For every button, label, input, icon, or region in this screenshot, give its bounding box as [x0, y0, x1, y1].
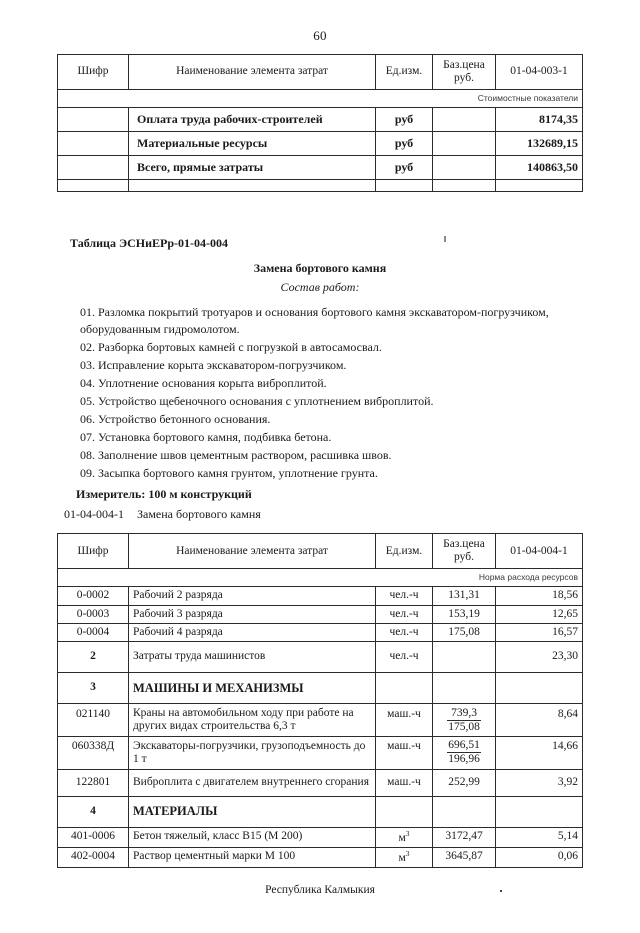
section-price	[433, 672, 496, 703]
row-price	[433, 108, 496, 132]
scan-speck	[500, 890, 502, 892]
item-code: 01-04-004-1	[64, 507, 124, 522]
row-name: Виброплита с двигателем внутреннего сгорания	[129, 769, 376, 796]
row-unit: маш.-ч	[376, 769, 433, 796]
table-row	[58, 132, 583, 156]
row-price: 131,31	[433, 587, 496, 605]
row-unit	[376, 847, 433, 867]
row-value: 140863,50	[496, 156, 583, 180]
work-text: 07. Установка бортового камня, подбивка бетона.	[80, 430, 332, 445]
header-ref: 01-04-004-1	[496, 534, 583, 569]
works-list	[64, 304, 576, 482]
row-code: 021140	[58, 703, 129, 736]
row-name: Затраты труда машинистов	[129, 641, 376, 672]
row-price: 3172,47	[433, 827, 496, 847]
section-unit	[376, 796, 433, 827]
document-page	[0, 28, 640, 933]
price-denominator: 175,08	[448, 720, 480, 733]
row-name: Оплата труда рабочих-строителей	[129, 108, 376, 132]
row-price	[433, 641, 496, 672]
row-name: Рабочий 4 разряда	[129, 623, 376, 641]
work-text: 05. Устройство щебеночного основания с уплотнением виброплитой.	[80, 394, 434, 409]
row-code	[58, 108, 129, 132]
page-number: 60	[313, 28, 327, 43]
price-denominator: 196,96	[448, 752, 480, 765]
row-code: 0-0004	[58, 623, 129, 641]
page-footer: Республика Калмыкия	[265, 884, 375, 896]
header-price	[433, 55, 496, 90]
header-price-line1: Баз.цена	[443, 58, 485, 71]
row-price: 252,99	[433, 769, 496, 796]
resource-table	[57, 533, 583, 867]
section-header-row-machines	[58, 672, 583, 703]
row-price: 153,19	[433, 605, 496, 623]
table-row	[58, 703, 583, 736]
row-code: 122801	[58, 769, 129, 796]
summary-table-subheader-row	[58, 90, 583, 108]
row-unit: руб	[376, 132, 433, 156]
header-price-line2: руб.	[454, 72, 474, 84]
row-code	[58, 156, 129, 180]
work-text: 02. Разборка бортовых камней с погрузкой в автосамосвал.	[80, 340, 382, 355]
measure-line: Измеритель: 100 м конструкций	[76, 487, 252, 502]
header-unit: Ед.изм.	[376, 55, 433, 90]
row-value: 16,57	[496, 623, 583, 641]
item-line	[64, 507, 576, 522]
row-value: 12,65	[496, 605, 583, 623]
resource-table-subheader-row	[58, 569, 583, 587]
section-value	[496, 796, 583, 827]
row-name: Материальные ресурсы	[129, 132, 376, 156]
header-code: Шифр	[58, 55, 129, 90]
row-unit: маш.-ч	[376, 737, 433, 769]
row-unit: чел.-ч	[376, 587, 433, 605]
summary-table	[57, 54, 583, 192]
row-price	[433, 132, 496, 156]
row-unit	[376, 827, 433, 847]
table-row	[58, 623, 583, 641]
row-code: 2	[58, 641, 129, 672]
price-numerator: 696,51	[448, 739, 480, 752]
row-unit: маш.-ч	[376, 703, 433, 736]
row-value: 8174,35	[496, 108, 583, 132]
section-work-subtitle: Состав работ:	[280, 280, 360, 294]
header-name: Наименование элемента затрат	[129, 534, 376, 569]
table-row	[58, 108, 583, 132]
row-name: Раствор цементный марки М 100	[129, 847, 376, 867]
table-row	[58, 847, 583, 867]
row-name: Рабочий 3 разряда	[129, 605, 376, 623]
item-name: Замена бортового камня	[137, 507, 261, 522]
resource-table-header-row	[58, 534, 583, 569]
row-value: 132689,15	[496, 132, 583, 156]
table-row	[58, 641, 583, 672]
list-item	[64, 357, 576, 374]
list-item	[64, 375, 576, 392]
row-code: 402-0004	[58, 847, 129, 867]
section-title: МАТЕРИАЛЫ	[129, 796, 376, 827]
row-unit: руб	[376, 108, 433, 132]
row-value: 3,92	[496, 769, 583, 796]
unit-base: м	[398, 851, 406, 864]
summary-subheader-label: Стоимостные показатели	[58, 90, 583, 108]
header-name: Наименование элемента затрат	[129, 55, 376, 90]
row-price	[433, 737, 496, 769]
section-code: 4	[58, 796, 129, 827]
header-code: Шифр	[58, 534, 129, 569]
price-fraction	[447, 739, 481, 766]
row-unit: чел.-ч	[376, 605, 433, 623]
row-value: 8,64	[496, 703, 583, 736]
row-name: Рабочий 2 разряда	[129, 587, 376, 605]
list-item	[64, 304, 576, 338]
list-item	[64, 429, 576, 446]
table-row	[58, 737, 583, 769]
header-unit: Ед.изм.	[376, 534, 433, 569]
section-table-label: Таблица ЭСНиЕРр-01-04-004	[70, 236, 229, 250]
row-value: 23,30	[496, 641, 583, 672]
row-price: 3645,87	[433, 847, 496, 867]
row-name: Всего, прямые затраты	[129, 156, 376, 180]
section-unit	[376, 672, 433, 703]
row-unit: руб	[376, 156, 433, 180]
work-text: 09. Засыпка бортового камня грунтом, уплотнение грунта.	[80, 466, 378, 481]
list-item	[64, 447, 576, 464]
table-row	[58, 769, 583, 796]
row-unit: чел.-ч	[376, 641, 433, 672]
list-item	[64, 339, 576, 356]
price-fraction	[447, 707, 481, 734]
list-item	[64, 465, 576, 482]
work-text: 03. Исправление корыта экскаватором-погрузчиком.	[80, 358, 347, 373]
header-price	[433, 534, 496, 569]
summary-table-footer-spacer	[58, 180, 583, 192]
section-value	[496, 672, 583, 703]
row-value: 14,66	[496, 737, 583, 769]
row-code: 0-0003	[58, 605, 129, 623]
row-code: 060338Д	[58, 737, 129, 769]
resource-subheader-label: Норма расхода ресурсов	[58, 569, 583, 587]
table-row	[58, 605, 583, 623]
work-text: 08. Заполнение швов цементным раствором, расшивка швов.	[80, 448, 392, 463]
section-title: МАШИНЫ И МЕХАНИЗМЫ	[129, 672, 376, 703]
section-block	[64, 236, 576, 522]
table-row	[58, 156, 583, 180]
work-text: 01. Разломка покрытий тротуаров и основания бортового камня экскаватором-погрузчиком, оборудованным гидромолотом.	[80, 305, 549, 337]
unit-exponent: 3	[405, 828, 410, 838]
row-name: Бетон тяжелый, класс В15 (М 200)	[129, 827, 376, 847]
unit-exponent: 3	[405, 848, 410, 858]
row-code: 0-0002	[58, 587, 129, 605]
row-price	[433, 156, 496, 180]
row-value: 18,56	[496, 587, 583, 605]
row-price	[433, 703, 496, 736]
row-name: Краны на автомобильном ходу при работе на других видах строительства 6,3 т	[129, 703, 376, 736]
row-code: 401-0006	[58, 827, 129, 847]
section-work-title: Замена бортового камня	[253, 261, 387, 275]
row-price: 175,08	[433, 623, 496, 641]
row-unit: чел.-ч	[376, 623, 433, 641]
work-text: 06. Устройство бетонного основания.	[80, 412, 271, 427]
row-value: 0,06	[496, 847, 583, 867]
header-price-line2: руб.	[454, 551, 474, 564]
list-item	[64, 393, 576, 410]
header-price-line1: Баз.цена	[443, 538, 485, 551]
section-header-row-materials	[58, 796, 583, 827]
row-value: 5,14	[496, 827, 583, 847]
section-code: 3	[58, 672, 129, 703]
table-row	[58, 827, 583, 847]
price-numerator: 739,3	[447, 707, 481, 721]
work-text: 04. Уплотнение основания корыта виброплитой.	[80, 376, 327, 391]
scan-artifact	[444, 236, 446, 242]
section-price	[433, 796, 496, 827]
summary-table-header-row	[58, 55, 583, 90]
table-row	[58, 587, 583, 605]
unit-base: м	[398, 831, 406, 844]
list-item	[64, 411, 576, 428]
row-name: Экскаваторы-погрузчики, грузоподъемность до 1 т	[129, 737, 376, 769]
row-code	[58, 132, 129, 156]
header-ref: 01-04-003-1	[496, 55, 583, 90]
